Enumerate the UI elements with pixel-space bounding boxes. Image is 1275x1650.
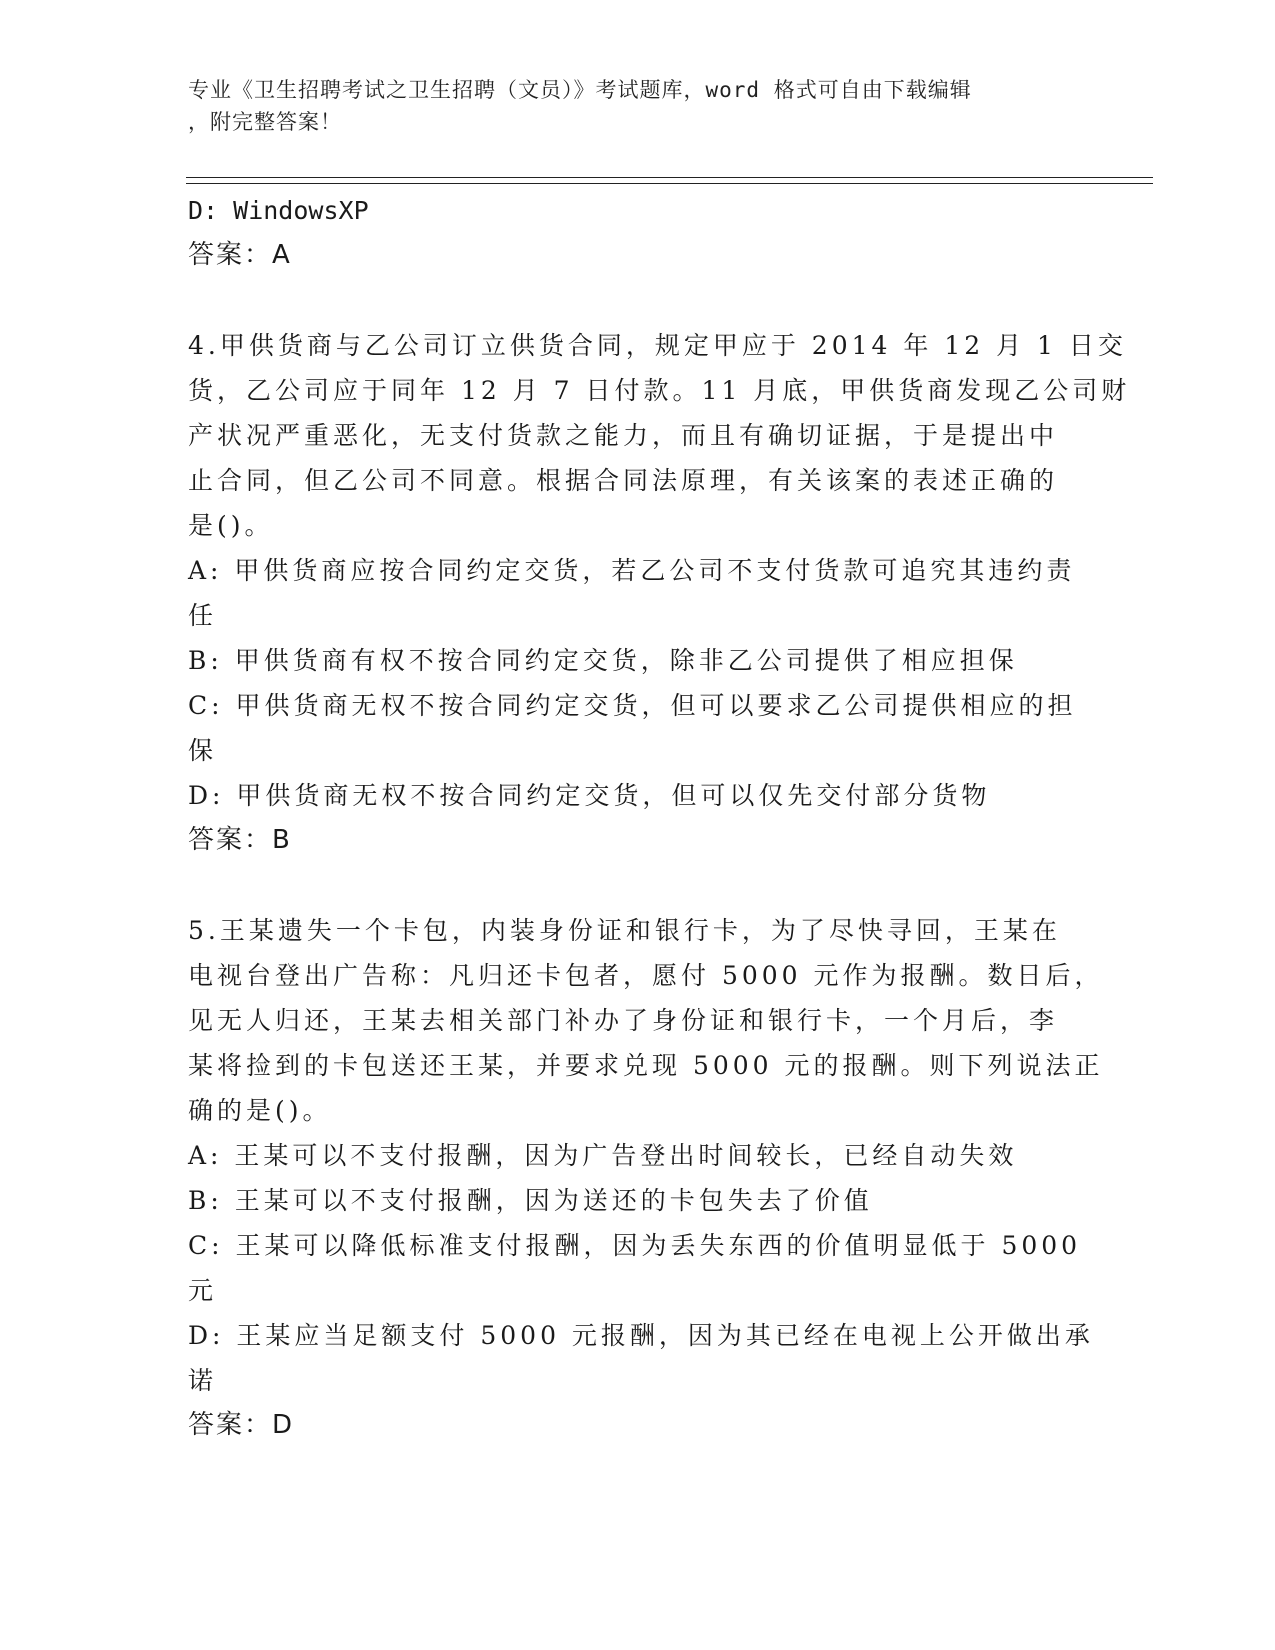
q5-stem-line: 见无人归还，王某去相关部门补办了身份证和银行卡，一个月后，李 — [188, 1006, 1059, 1035]
q5-option-c-cont: 元 — [188, 1276, 218, 1305]
q4-answer: 答案：B — [188, 825, 292, 855]
question-4 — [188, 323, 1131, 863]
q4-option-a: A: 甲供货商应按合同约定交货，若乙公司不支付货款可追究其违约责 — [188, 556, 1076, 585]
q4-stem-line: 产状况严重恶化，无支付货款之能力，而且有确切证据，于是提出中 — [188, 421, 1059, 450]
page-header — [188, 74, 1088, 138]
q5-stem-line: 某将捡到的卡包送还王某，并要求兑现 5000 元的报酬。则下列说法正 — [188, 1051, 1104, 1080]
q4-stem-line: 是()。 — [188, 511, 274, 540]
q5-stem-line: 5.王某遗失一个卡包，内装身份证和银行卡，为了尽快寻回，王某在 — [188, 916, 1061, 945]
q4-option-c: C: 甲供货商无权不按合同约定交货，但可以要求乙公司提供相应的担 — [188, 691, 1077, 720]
q5-option-b: B: 王某可以不支付报酬，因为送还的卡包失去了价值 — [188, 1186, 873, 1215]
q4-stem-line: 4.甲供货商与乙公司订立供货合同，规定甲应于 2014 年 12 月 1 日交 — [188, 331, 1127, 360]
q5-option-c: C: 王某可以降低标准支付报酬，因为丢失东西的价值明显低于 5000 — [188, 1231, 1082, 1260]
q4-stem-line: 货，乙公司应于同年 12 月 7 日付款。11 月底，甲供货商发现乙公司财 — [188, 376, 1131, 405]
spacer — [188, 863, 1088, 908]
spacer — [188, 278, 1088, 323]
q4-option-b: B: 甲供货商有权不按合同约定交货，除非乙公司提供了相应担保 — [188, 646, 1018, 675]
document-body — [188, 188, 1131, 1448]
q4-option-c-cont: 保 — [188, 736, 218, 765]
header-line-1: 专业《卫生招聘考试之卫生招聘（文员）》考试题库，word 格式可自由下载编辑 — [188, 78, 972, 102]
q5-stem-line: 电视台登出广告称：凡归还卡包者，愿付 5000 元作为报酬。数日后， — [188, 961, 1104, 990]
q5-option-a: A: 王某可以不支付报酬，因为广告登出时间较长，已经自动失效 — [188, 1141, 1018, 1170]
q4-option-d: D: 甲供货商无权不按合同约定交货，但可以仅先交付部分货物 — [188, 781, 991, 810]
header-divider — [186, 177, 1153, 184]
header-line-2: ，附完整答案！ — [188, 110, 342, 134]
question-5 — [188, 908, 1104, 1448]
q4-option-a-cont: 任 — [188, 601, 218, 630]
q4-stem-line: 止合同，但乙公司不同意。根据合同法原理，有关该案的表述正确的 — [188, 466, 1059, 495]
q5-option-d: D: 王某应当足额支付 5000 元报酬，因为其已经在电视上公开做出承 — [188, 1321, 1094, 1350]
q5-option-d-cont: 诺 — [188, 1366, 218, 1395]
q5-stem-line: 确的是()。 — [188, 1096, 332, 1125]
prev-option-d: D: WindowsXP — [188, 196, 369, 225]
prev-answer: 答案：A — [188, 240, 292, 270]
q5-answer: 答案：D — [188, 1410, 295, 1440]
